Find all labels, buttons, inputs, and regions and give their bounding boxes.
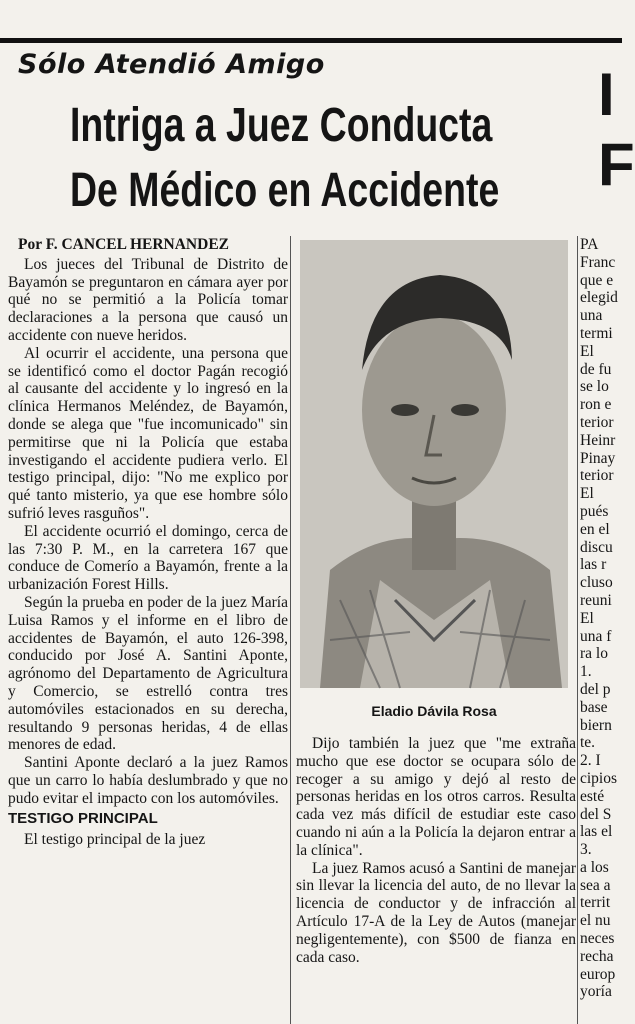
column-line-fragment: yoría <box>580 983 612 1001</box>
column-line-fragment: cipios <box>580 769 618 787</box>
column-line-fragment: sea a <box>580 876 611 894</box>
paragraph: La juez Ramos acusó a Santini de manejar sin llevar la licencia del auto, de no llevar la licencia de conductor y de infracción al Artículo 17-A de la Ley de Autos (manejar negligentemente), con $500 de fianza en cada caso. <box>296 859 576 966</box>
column-line-fragment: el nu <box>580 912 611 930</box>
column-line-fragment: biern <box>580 716 612 734</box>
column-line-fragment: 2. I <box>580 752 601 770</box>
column-line-fragment: europ <box>580 965 616 983</box>
column-line-fragment: recha <box>580 947 614 965</box>
column-line-fragment: del S <box>580 805 612 823</box>
column-line-fragment: elegid <box>580 289 618 307</box>
column-line-fragment: Pinay <box>580 449 616 467</box>
column-line-fragment: 3. <box>580 841 592 859</box>
column-divider <box>290 236 291 1024</box>
column-line-fragment: te. <box>580 734 596 752</box>
column-line-fragment: del p <box>580 680 611 698</box>
column-line-fragment: ron e <box>580 396 612 414</box>
article-column-left <box>8 236 288 849</box>
paragraph: El testigo principal de la juez <box>24 831 206 849</box>
byline: Por F. CANCEL HERNANDEZ <box>18 236 229 253</box>
portrait-illustration <box>300 240 568 688</box>
photo-caption: Eladio Dávila Rosa <box>371 703 497 719</box>
column-line-fragment: terior <box>580 413 614 431</box>
column-line-fragment: una f <box>580 627 612 645</box>
column-line-fragment: a los <box>580 858 609 876</box>
column-line-fragment: El <box>580 485 594 503</box>
column-line-fragment: Heinr <box>580 431 616 449</box>
headline <box>70 93 500 223</box>
paragraph: Dijo también la juez que "me extraña mucho que ese doctor se ocupara sólo de recoger a su amigo y dejó al resto de personas heridas en los otros carros. Resulta cada vez más difícil de estudiar este caso cuando ni aún a la Policía la dejaron entrar a la clínica". <box>296 735 576 859</box>
column-divider <box>577 236 578 1024</box>
paragraph: Santini Aponte declaró a la juez Ramos que un carro lo había deslumbrado y que no pudo evitar el impacto con los automóviles. <box>8 754 288 807</box>
column-line-fragment: El <box>580 609 594 627</box>
column-line-fragment: termi <box>580 324 613 342</box>
column-line-fragment: que e <box>580 271 614 289</box>
column-line-fragment: 1. <box>580 663 592 681</box>
column-line-fragment: en el <box>580 520 610 538</box>
paragraph: Según la prueba en poder de la juez María Luisa Ramos y el informe en el libro de accidentes de Bayamón, el auto 126-398, conducido por José A. Santini Aponte, agrónomo del Departamento de Agricultura y Comercio, se estrelló contra tres automóviles estacionados en su derecha, resultando 9 personas heridas, 4 de ellas menores de edad. <box>8 593 288 754</box>
paragraph: El accidente ocurrió el domingo, cerca de las 7:30 P. M., en la carretera 167 que conduce de Comerío a Bayamón, frente a la urbanización Forest Hills. <box>8 522 288 594</box>
column-line-fragment: ra lo <box>580 645 608 663</box>
column-line-fragment: discu <box>580 538 613 556</box>
column-line-fragment: las r <box>580 556 607 574</box>
column-line-fragment: terior <box>580 467 614 485</box>
headline-line-2: De Médico en Accidente <box>70 164 500 217</box>
column-line-fragment: se lo <box>580 378 609 396</box>
subheading: TESTIGO PRINCIPAL <box>8 809 158 827</box>
column-line-fragment: territ <box>580 894 611 912</box>
adjacent-headline-text: I F <box>598 61 635 198</box>
adjacent-headline-fragment <box>588 60 635 230</box>
column-line-fragment: cluso <box>580 574 613 592</box>
article-column-right-fragment <box>580 236 622 1024</box>
masthead-rule <box>0 38 622 43</box>
column-line-fragment: neces <box>580 930 615 948</box>
column-line-fragment: las el <box>580 823 613 841</box>
column-line-fragment: una <box>580 307 603 325</box>
column-line-fragment: pués <box>580 502 609 520</box>
paragraph: Los jueces del Tribunal de Distrito de Bayamón se preguntaron en cámara ayer por qué no se permitió a la Policía tomar declaraciones a la persona que causó un accidente con nueve heridos. <box>8 255 288 344</box>
headline-line-1: Intriga a Juez Conducta <box>70 99 493 152</box>
article-column-middle <box>296 735 576 966</box>
column-line-fragment: El <box>580 342 594 360</box>
column-line-fragment: Franc <box>580 253 616 271</box>
column-line-fragment: esté <box>580 787 605 805</box>
column-line-fragment: base <box>580 698 608 716</box>
column-line-fragment: de fu <box>580 360 612 378</box>
column-line-fragment: PA <box>580 236 599 253</box>
portrait-photo <box>300 240 568 688</box>
paragraph: Al ocurrir el accidente, una persona que se identificó como el doctor Pagán recogió al causante del accidente y lo ingresó en la clínica Hermanos Meléndez, de Bayamón, donde se alega que "fue incomunicado" sin permitirse que ni la Policía que estaba investigando el accidente pudiera verlo. El testigo principal, dijo: "No me explico por qué tanto misterio, ya que ese hombre sólo sufrió leves rasguños". <box>8 344 288 522</box>
kicker: Sólo Atendió Amigo <box>18 49 325 80</box>
column-line-fragment: reuni <box>580 591 612 609</box>
